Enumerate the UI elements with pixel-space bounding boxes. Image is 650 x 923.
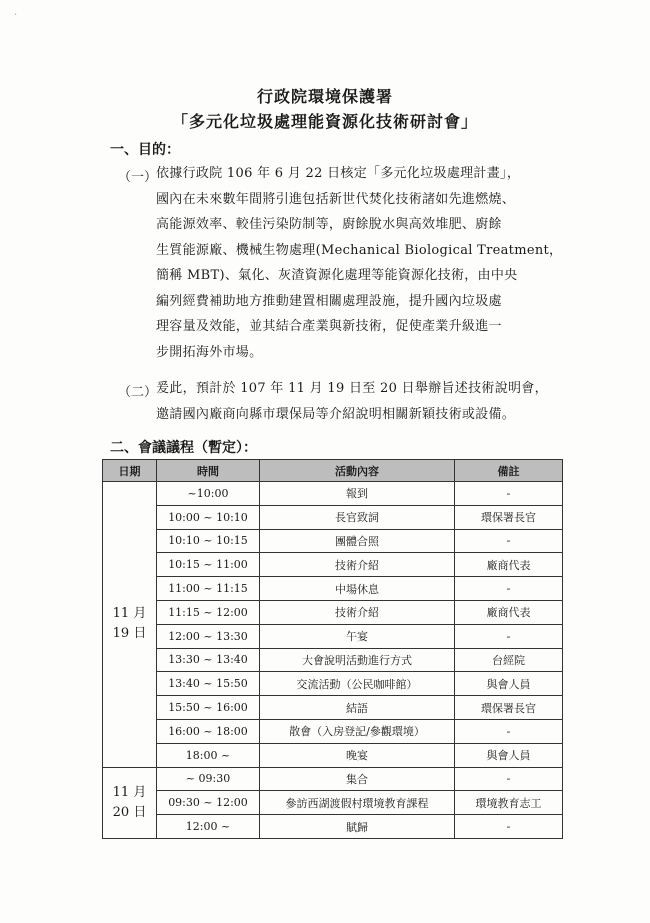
time-cell: 15:50 ~ 16:00	[157, 696, 260, 720]
time-cell: 13:40 ~ 15:50	[157, 672, 260, 696]
table-row	[103, 696, 563, 720]
table-row	[103, 815, 563, 839]
table-row	[103, 624, 563, 648]
activity-cell: 中場休息	[260, 577, 455, 601]
time-cell: 11:00 ~ 11:15	[157, 577, 260, 601]
table-row	[103, 767, 563, 791]
table-row	[103, 505, 563, 529]
time-cell: ~ 09:30	[157, 767, 260, 791]
activity-cell: 散會（入房登記/參觀環境）	[260, 719, 455, 743]
para1-line: 簡稱 MBT)、氣化、灰渣資源化處理等能資源化技術，由中央	[156, 268, 518, 283]
date-day: 20 日	[112, 804, 147, 820]
time-cell: ~10:00	[157, 482, 260, 506]
time-cell: 12:00 ~ 13:30	[157, 624, 260, 648]
table-row	[103, 600, 563, 624]
scan-mark: ·	[14, 10, 18, 21]
date-day: 19 日	[112, 626, 147, 642]
para1-line: 依據行政院 106 年 6 月 22 日核定「多元化垃圾處理計畫」，	[156, 166, 521, 181]
para1-label: （一）	[118, 170, 158, 185]
para1-line: 理容量及效能，並其結合產業與新技術，促使產業升級進一	[156, 319, 502, 334]
time-cell: 10:00 ~ 10:10	[157, 505, 260, 529]
table-row	[103, 577, 563, 601]
activity-cell: 大會說明活動進行方式	[260, 648, 455, 672]
para1-line: 國內在未來數年間將引進包括新世代焚化技術諸如先進燃燒、	[156, 191, 516, 207]
para2-line: 爰此，預計於 107 年 11 月 19 日至 20 日舉辦旨述技術說明會，	[156, 381, 548, 396]
schedule-header-row	[103, 460, 563, 482]
time-cell: 10:10 ~ 10:15	[157, 529, 260, 553]
header-time: 時間	[157, 460, 260, 482]
section2-heading: 二、會議議程（暫定）：	[110, 440, 257, 456]
note-cell: -	[455, 815, 563, 839]
table-row	[103, 672, 563, 696]
section1-heading: 一、目的：	[110, 142, 180, 158]
para1-text	[156, 161, 576, 365]
date-month: 11 月	[112, 784, 147, 800]
para1-line: 高能源效率、較佳污染防制等，廚餘脫水與高效堆肥、廚餘	[156, 217, 502, 232]
activity-cell: 晚宴	[260, 743, 455, 767]
activity-cell: 交流活動（公民咖啡館）	[260, 672, 455, 696]
note-cell: 廠商代表	[455, 600, 563, 624]
para1-line: 生質能源廠、機械生物處理(Mechanical Biological Treatment，	[156, 242, 563, 258]
table-row	[103, 648, 563, 672]
activity-cell: 參訪西湖渡假村環境教育課程	[260, 791, 455, 815]
time-cell: 13:30 ~ 13:40	[157, 648, 260, 672]
note-cell: 與會人員	[455, 672, 563, 696]
table-row	[103, 743, 563, 767]
header-activity: 活動內容	[260, 460, 455, 482]
time-cell: 12:00 ~	[157, 815, 260, 839]
note-cell: 環保署長官	[455, 505, 563, 529]
activity-cell: 集合	[260, 767, 455, 791]
activity-cell: 技術介紹	[260, 600, 455, 624]
time-cell: 10:15 ~ 11:00	[157, 553, 260, 577]
para2-line: 邀請國內廠商向縣市環保局等介紹說明相關新穎技術或設備。	[156, 406, 516, 422]
note-cell: 台經院	[455, 648, 563, 672]
activity-cell: 長官致詞	[260, 505, 455, 529]
date-cell	[103, 767, 157, 838]
time-cell: 18:00 ~	[157, 743, 260, 767]
note-cell: 與會人員	[455, 743, 563, 767]
para2-label: （二）	[118, 385, 158, 400]
note-cell: -	[455, 577, 563, 601]
para2-text	[156, 376, 576, 427]
activity-cell: 團體合照	[260, 529, 455, 553]
para1-line: 編列經費補助地方推動建置相關處理設施，提升國內垃圾處	[156, 293, 502, 309]
table-row	[103, 791, 563, 815]
time-cell: 11:15 ~ 12:00	[157, 600, 260, 624]
table-row	[103, 482, 563, 506]
date-cell	[103, 482, 157, 768]
schedule-table	[102, 459, 563, 839]
para1-line: 步開拓海外市場。	[156, 344, 263, 360]
header-date: 日期	[103, 460, 157, 482]
note-cell: -	[455, 624, 563, 648]
schedule-body	[103, 482, 563, 839]
time-cell: 16:00 ~ 18:00	[157, 719, 260, 743]
table-row	[103, 553, 563, 577]
note-cell: -	[455, 482, 563, 506]
note-cell: -	[455, 719, 563, 743]
activity-cell: 午宴	[260, 624, 455, 648]
activity-cell: 賦歸	[260, 815, 455, 839]
header-note: 備註	[455, 460, 563, 482]
document-title-event: 「多元化垃圾處理能資源化技術研討會」	[171, 112, 478, 131]
activity-cell: 技術介紹	[260, 553, 455, 577]
note-cell: -	[455, 767, 563, 791]
table-row	[103, 719, 563, 743]
time-cell: 09:30 ~ 12:00	[157, 791, 260, 815]
date-month: 11 月	[112, 606, 147, 622]
note-cell: 環保署長官	[455, 696, 563, 720]
note-cell: 廠商代表	[455, 553, 563, 577]
activity-cell: 結語	[260, 696, 455, 720]
note-cell: -	[455, 529, 563, 553]
note-cell: 環境教育志工	[455, 791, 563, 815]
document-title-org: 行政院環境保護署	[256, 87, 393, 106]
table-row	[103, 529, 563, 553]
activity-cell: 報到	[260, 482, 455, 506]
